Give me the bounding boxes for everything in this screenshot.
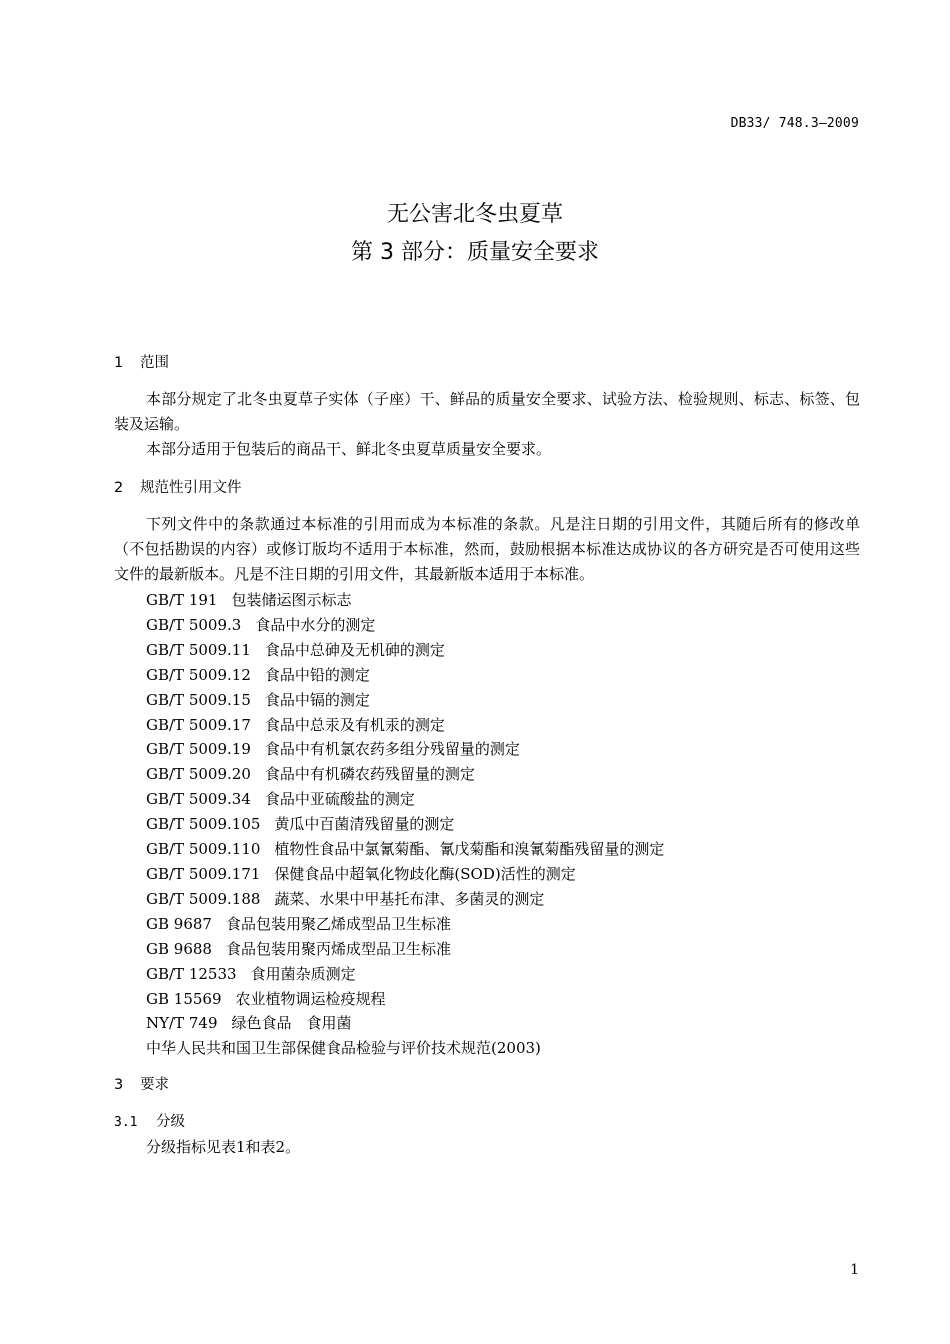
- reference-title: 食品中总汞及有机汞的测定: [264, 715, 445, 734]
- reference-item: [146, 588, 664, 613]
- reference-code: GB/T 12533: [146, 964, 237, 983]
- reference-item: [146, 987, 664, 1012]
- reference-code: GB/T 5009.3: [146, 615, 242, 634]
- reference-code: GB/T 5009.110: [146, 840, 261, 859]
- section-number: 1: [114, 355, 124, 371]
- reference-item: [146, 787, 664, 812]
- section-number: 3: [114, 1077, 124, 1093]
- reference-title: 食品中亚硫酸盐的测定: [264, 790, 415, 809]
- document-title: 无公害北冬虫夏草: [386, 202, 563, 227]
- reference-item: [146, 912, 664, 937]
- document-code: DB33/ 748.3—2009: [730, 116, 859, 131]
- reference-item: [146, 762, 664, 787]
- reference-title: 蔬菜、水果中甲基托布津、多菌灵的测定: [274, 889, 545, 908]
- section-number: 3.1: [114, 1115, 138, 1130]
- reference-title: 食品中水分的测定: [255, 615, 376, 634]
- reference-title: 食品中有机磷农药残留量的测定: [264, 765, 475, 784]
- reference-title: 食品中总砷及无机砷的测定: [264, 640, 445, 659]
- reference-title: 植物性食品中氯氰菊酯、氰戊菊酯和溴氰菊酯残留量的测定: [274, 840, 665, 859]
- reference-title: 保健食品中超氧化物歧化酶(SOD)活性的测定: [274, 864, 576, 883]
- reference-title: 黄瓜中百菌清残留量的测定: [274, 815, 455, 834]
- section-1-paragraph-1: 本部分规定了北冬虫夏草子实体（子座）干、鲜品的质量安全要求、试验方法、检验规则、标志、标签、包装及运输。: [114, 390, 860, 433]
- section-title: 规范性引用文件: [140, 480, 242, 496]
- section-title: 范围: [140, 355, 169, 371]
- reference-title: 绿色食品 食用菌: [231, 1014, 352, 1033]
- reference-code: GB/T 5009.19: [146, 740, 251, 759]
- reference-code: GB/T 191: [146, 591, 218, 609]
- reference-code: GB/T 5009.17: [146, 715, 251, 734]
- reference-code: GB/T 5009.34: [146, 790, 251, 809]
- reference-item: [146, 713, 664, 738]
- section-3-1-heading: [114, 1112, 185, 1133]
- reference-item: [146, 862, 664, 887]
- reference-code: GB/T 5009.11: [146, 640, 251, 659]
- reference-title: 包装储运图示标志: [231, 591, 352, 609]
- reference-item: [146, 663, 664, 688]
- reference-item: [146, 638, 664, 663]
- reference-item: [146, 937, 664, 962]
- reference-title: 食品包装用聚丙烯成型品卫生标准: [225, 939, 451, 958]
- section-1-paragraph-2: 本部分适用于包装后的商品干、鲜北冬虫夏草质量安全要求。: [146, 440, 552, 458]
- section-2-paragraph-1: 下列文件中的条款通过本标准的引用而成为本标准的条款。凡是注日期的引用文件，其随后所有的修改单（不包括勘误的内容）或修订版均不适用于本标准，然而，鼓励根据本标准达成协议的各方研究是否可使用这些文件的最新版本。凡是不注日期的引用文件，其最新版本适用于本标准。: [114, 515, 860, 583]
- reference-code: GB/T 5009.20: [146, 765, 251, 784]
- reference-title: 食品中有机氯农药多组分残留量的测定: [264, 740, 520, 759]
- reference-item: [146, 688, 664, 713]
- reference-code: GB 9687: [146, 914, 212, 933]
- reference-code: GB/T 5009.171: [146, 864, 261, 883]
- reference-code: GB 15569: [146, 989, 222, 1008]
- reference-item: [146, 737, 664, 762]
- reference-item: [146, 1036, 664, 1061]
- page-number: 1: [850, 1262, 859, 1278]
- reference-title: 食品包装用聚乙烯成型品卫生标准: [225, 914, 451, 933]
- reference-code: GB/T 5009.12: [146, 665, 251, 684]
- reference-title: 食用菌杂质测定: [250, 964, 356, 983]
- section-1-heading: [114, 353, 169, 373]
- reference-item: [146, 962, 664, 987]
- reference-code: GB/T 5009.188: [146, 889, 261, 908]
- reference-title: 农业植物调运检疫规程: [235, 989, 386, 1008]
- reference-code: NY/T 749: [146, 1014, 218, 1033]
- section-number: 2: [114, 480, 124, 496]
- reference-item: [146, 1011, 664, 1036]
- reference-title: 中华人民共和国卫生部保健食品检验与评价技术规范(2003): [146, 1039, 541, 1058]
- reference-code: GB/T 5009.15: [146, 690, 251, 709]
- reference-title: 食品中镉的测定: [264, 690, 370, 709]
- reference-item: [146, 812, 664, 837]
- section-title: 要求: [140, 1077, 169, 1093]
- section-3-heading: [114, 1075, 169, 1095]
- reference-item: [146, 887, 664, 912]
- reference-code: GB 9688: [146, 939, 212, 958]
- section-title: 分级: [156, 1114, 185, 1130]
- section-3-1-paragraph-1: 分级指标见表1和表2。: [146, 1138, 301, 1156]
- normative-reference-list: [146, 588, 664, 1061]
- reference-title: 食品中铅的测定: [264, 665, 370, 684]
- reference-code: GB/T 5009.105: [146, 815, 261, 834]
- document-subtitle: 第 3 部分：质量安全要求: [351, 240, 599, 265]
- reference-item: [146, 613, 664, 638]
- reference-item: [146, 837, 664, 862]
- section-2-heading: [114, 478, 242, 498]
